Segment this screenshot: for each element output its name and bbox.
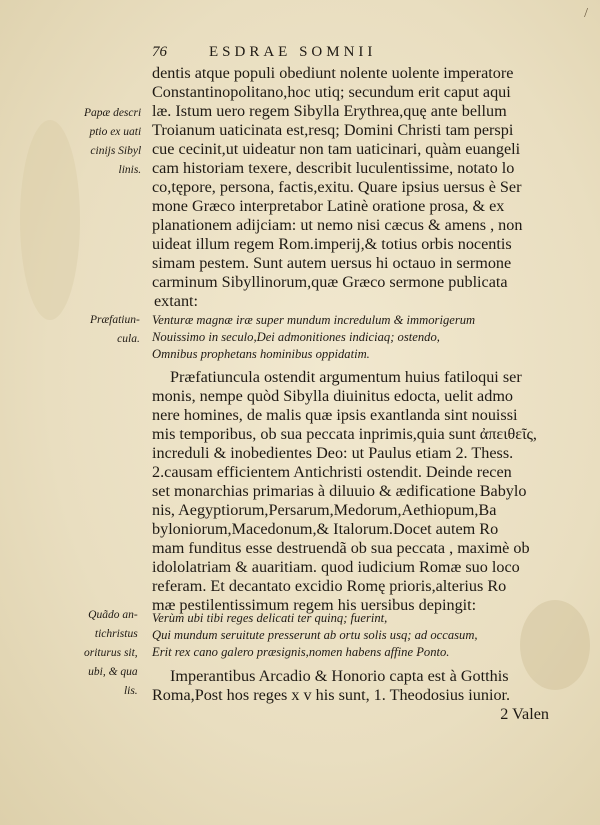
running-title: ESDRAE SOMNII — [209, 44, 377, 60]
verse-line: Erit rex cano galero præsignis,nomen habens affine Ponto. — [152, 645, 450, 659]
body-paragraph-3 — [152, 667, 577, 724]
margin-line: Quãdo an- — [88, 609, 138, 621]
margin-line: linis. — [118, 164, 142, 176]
text-line: mam funditus esse destruendã ob sua peccata , maximè ob — [152, 539, 530, 557]
margin-note-papae — [84, 104, 141, 180]
text-line: Troianum uaticinata est,resq; Domini Christi tam perspi — [152, 121, 514, 139]
margin-line: Papæ descri — [84, 107, 142, 119]
margin-line: ubi, & qua — [88, 666, 138, 678]
text-line: simam pestem. Sunt autem uersus hi octauo in sermone — [152, 254, 512, 272]
text-line: uideat illum regem Rom.imperij,& totius orbis nocentis — [152, 235, 512, 253]
verse-block-2 — [152, 610, 577, 661]
paper-stain — [20, 120, 80, 320]
text-line: byloniorum,Macedonum,& Italorum.Docet autem Ro — [152, 520, 499, 538]
text-line: mæ pestilentissimum regem his uersibus depingit: — [152, 596, 477, 614]
margin-line: cula. — [117, 333, 140, 345]
text-line: 2.causam efficientem Antichristi ostendit. Deinde recen — [152, 463, 512, 481]
verse-line: Verùm ubi tibi reges delicati ter quinq; fuerint, — [152, 611, 388, 625]
body-paragraph-2 — [152, 368, 577, 615]
page-number: 76 — [152, 44, 167, 60]
text-line: mis temporibus, ob sua peccata inprimis,quia sunt ἀπειθεῖς, — [152, 425, 537, 443]
body-paragraph-1 — [152, 64, 577, 311]
text-line: Imperantibus Arcadio & Honorio capta est à Gotthis — [170, 667, 509, 685]
text-line: læ. Istum uero regem Sibylla Erythrea,quę ante bellum — [152, 102, 507, 120]
margin-line: ptio ex uati — [89, 126, 142, 138]
text-line: Constantinopolitano,hoc utiq; secundum erit caput aqui — [152, 83, 511, 101]
text-line: co,tępore, persona, factis,exitu. Quare ipsius uersus è Ser — [152, 178, 522, 196]
text-line: referam. Et decantato excidio Romę prioris,alterius Ro — [152, 577, 507, 595]
margin-note-praefatiuncula — [90, 311, 140, 349]
text-line: nere homines, de malis quæ ipsis exantlanda sint nouissi — [152, 406, 518, 424]
text-line: extant: — [154, 292, 199, 310]
text-line: set monarchias primarias à diluuio & ædificatione Babylo — [152, 482, 527, 500]
verse-line: Qui mundum seruitute presserunt ab ortu solis usq; ad occasum, — [152, 628, 478, 642]
text-line: cam historiam texere, describit luculentissime, notato lo — [152, 159, 515, 177]
margin-line: oriturus sit, — [84, 647, 138, 659]
margin-line: cinijs Sibyl — [90, 145, 142, 157]
text-line: carminum Sibyllinorum,quæ Græco sermone publicata — [152, 273, 508, 291]
verse-line: Omnibus prophetans hominibus oppidatim. — [152, 347, 370, 361]
margin-line: lis. — [123, 685, 138, 697]
verse-line: Venturæ magnæ iræ super mundum incredulum & immorigerum — [152, 313, 476, 327]
catchword: 2 Valen — [500, 705, 549, 723]
text-line: Præfatiuncula ostendit argumentum huius fatiloqui ser — [170, 368, 522, 386]
running-head — [152, 44, 572, 61]
text-line: planationem adijciam: ut nemo nisi cæcus & amens , non — [152, 216, 523, 234]
text-line: increduli & inobedientes Deo: ut Paulus etiam 2. Thess. — [152, 444, 514, 462]
text-line: nis, Aegyptiorum,Persarum,Medorum,Aethiopum,Ba — [152, 501, 497, 519]
margin-note-quando — [84, 606, 138, 701]
margin-line: tichristus — [94, 628, 138, 640]
text-line: mone Græco interpretabor Latinè oratione prosa, & ex — [152, 197, 505, 215]
verse-line: Nouissimo in seculo,Dei admonitiones indiciaq; ostendo, — [152, 330, 440, 344]
verse-block-1 — [152, 312, 577, 363]
ink-mark: / — [584, 6, 588, 21]
text-line: idololatriam & auaritiam. quod iudicium Romæ suo loco — [152, 558, 520, 576]
text-line: monis, nempe quòd Sibylla diuinitus edocta, uelit admo — [152, 387, 514, 405]
text-line: Roma,Post hos reges x v his sunt, 1. Theodosius iunior. — [152, 686, 511, 704]
text-line: cue cecinit,ut uideatur non tam uaticinari, quàm euangeli — [152, 140, 521, 158]
text-line: dentis atque populi obediunt nolente uolente imperatore — [152, 64, 514, 82]
margin-line: Præfatiun- — [90, 314, 140, 326]
